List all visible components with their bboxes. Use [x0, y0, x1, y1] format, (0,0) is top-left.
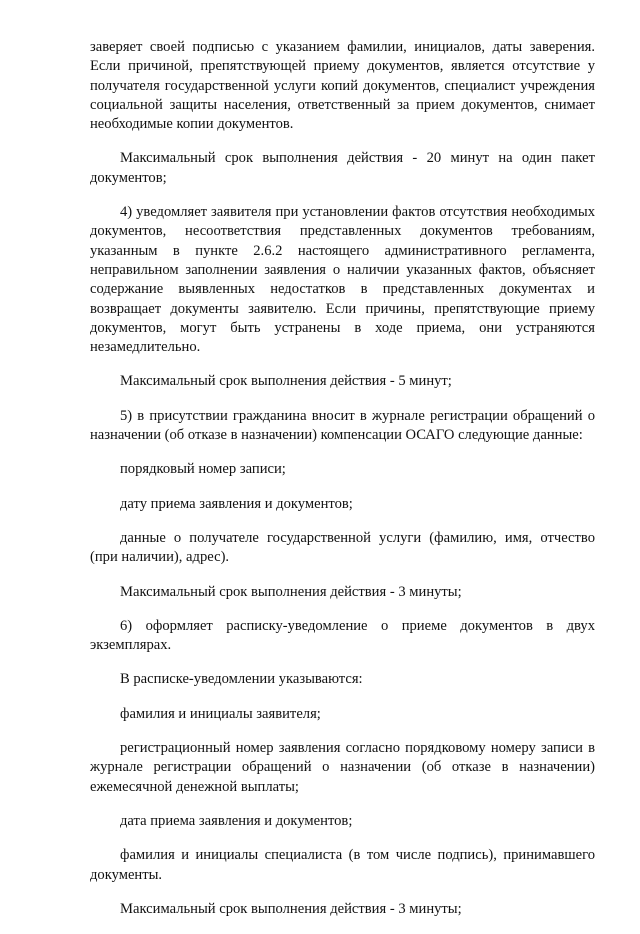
paragraph: регистрационный номер заявления согласно порядковому номеру записи в журнале регистрации обращений о назначении (об отказе в назначении) ежемесячной денежной выплаты;: [90, 740, 595, 795]
paragraph: В расписке-уведомлении указываются:: [120, 671, 363, 688]
paragraph: Максимальный срок выполнения действия - 5 минут;: [120, 373, 452, 390]
paragraph: дату приема заявления и документов;: [120, 495, 353, 512]
paragraph: фамилия и инициалы специалиста (в том числе подпись), принимавшего документы.: [90, 847, 595, 883]
paragraph: дата приема заявления и документов;: [120, 812, 353, 829]
paragraph: 4) уведомляет заявителя при установлении фактов отсутствия необходимых документов, несоответствия представленных документов требованиям, указанным в пункте 2.6.2 настоящего административного регламента, неправильном заполнении заявления о наличии указанных фактов, объясняет содержание выявленных недостатков в представленных документах и возвращает документы заявителю. Если причины, препятствующие приему документов, могут быть устранены в ходе приема, они устраняются незамедлительно.: [90, 204, 595, 356]
paragraph: Максимальный срок выполнения действия - 3 минуты;: [120, 900, 462, 917]
paragraph: фамилия и инициалы заявителя;: [120, 705, 321, 722]
paragraph: порядковый номер записи;: [120, 461, 286, 478]
paragraph: данные о получателе государственной услуги (фамилию, имя, отчество (при наличии), адрес).: [90, 529, 595, 566]
paragraph: Максимальный срок выполнения действия - 20 минут на один пакет документов;: [90, 150, 595, 186]
paragraph: Максимальный срок выполнения действия - 3 минуты;: [120, 583, 462, 600]
document-page: [90, 38, 595, 934]
paragraph: 5) в присутствии гражданина вносит в журнале регистрации обращений о назначении (об отказе в назначении) компенсации ОСАГО следующие данные:: [90, 407, 595, 444]
paragraph: 6) оформляет расписку-уведомление о приеме документов в двух экземплярах.: [90, 617, 595, 654]
paragraph: заверяет своей подписью с указанием фамилии, инициалов, даты заверения. Если причиной, препятствующей приему документов, является отсутствие у получателя государственной услуги копий документов, специалист учреждения социальной защиты населения, ответственный за прием документов, снимает необходимые копии документов.: [90, 39, 595, 133]
